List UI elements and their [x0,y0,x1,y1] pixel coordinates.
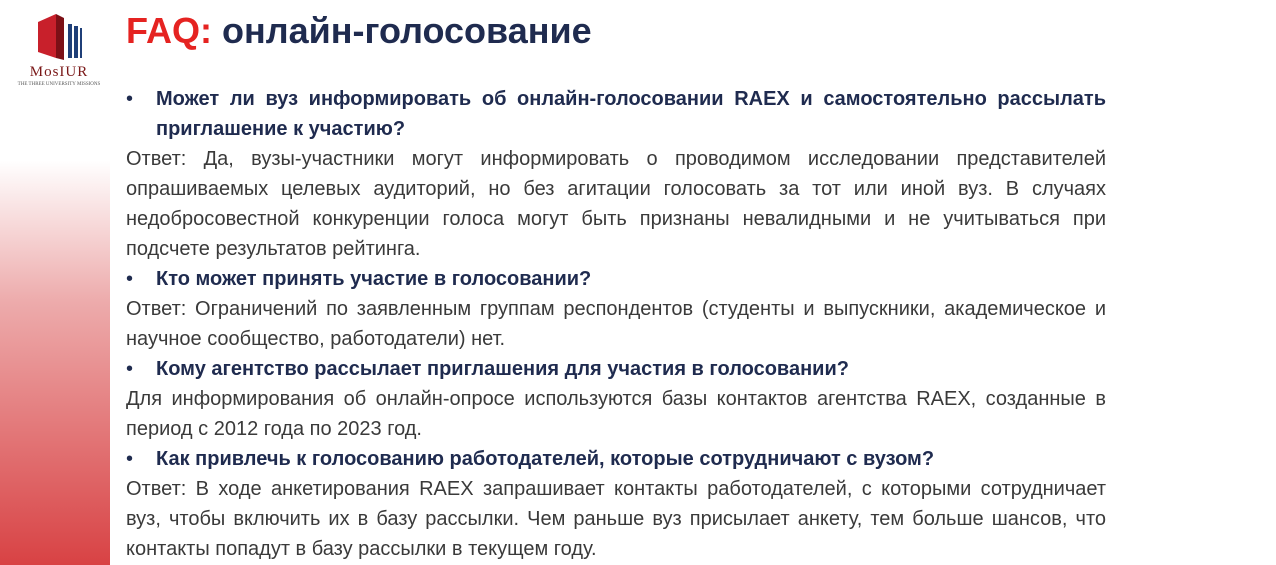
title-prefix: FAQ: [126,10,212,51]
mosiur-logo [14,12,104,92]
faq-question-1 [126,84,1106,144]
logo-emblem-icon [34,12,82,62]
faq-question-4 [126,444,1106,474]
logo-wordmark: MosIUR [29,64,89,80]
side-gradient-band [0,160,110,565]
faq-question-text: Кому агентство рассылает приглашения для участия в голосовании? [156,358,849,380]
faq-answer-4: Ответ: В ходе анкетирования RAEX запрашивает контакты работодателей, с которыми сотрудничает вуз, чтобы включить их в базу рассылки. Чем раньше вуз присылает анкету, тем больше шансов, что контакты попадут в базу рассылки в текущем году. [126,478,1106,560]
faq-answer-2: Ответ: Ограничений по заявленным группам респондентов (студенты и выпускники, академическое и научное сообщество, работодатели) нет. [126,298,1106,350]
title-main: онлайн-голосование [222,10,592,51]
faq-question-3 [126,354,1106,384]
logo-tagline: THE THREE UNIVERSITY MISSIONS [17,82,101,87]
bullet-icon: • [126,448,134,470]
faq-question-text: Может ли вуз информировать об онлайн-голосовании RAEX и самостоятельно рассылать приглашение к участию? [156,88,1106,140]
bullet-icon: • [126,358,134,380]
faq-question-text: Кто может принять участие в голосовании? [156,268,592,290]
faq-list [126,84,1106,564]
bullet-icon: • [126,88,134,110]
faq-question-2 [126,264,1106,294]
page-title [126,10,592,52]
faq-question-text: Как привлечь к голосованию работодателей, которые сотрудничают с вузом? [156,448,935,470]
faq-answer-3: Для информирования об онлайн-опросе используются базы контактов агентства RAEX, созданные в период с 2012 года по 2023 год. [126,388,1106,440]
bullet-icon: • [126,268,134,290]
faq-answer-1: Ответ: Да, вузы-участники могут информировать о проводимом исследовании представителей опрашиваемых целевых аудиторий, но без агитации голосовать за тот или иной вуз. В случаях недобросовестной конкуренции голоса могут быть признаны невалидными и не учитываться при подсчете результатов рейтинга. [126,148,1106,260]
